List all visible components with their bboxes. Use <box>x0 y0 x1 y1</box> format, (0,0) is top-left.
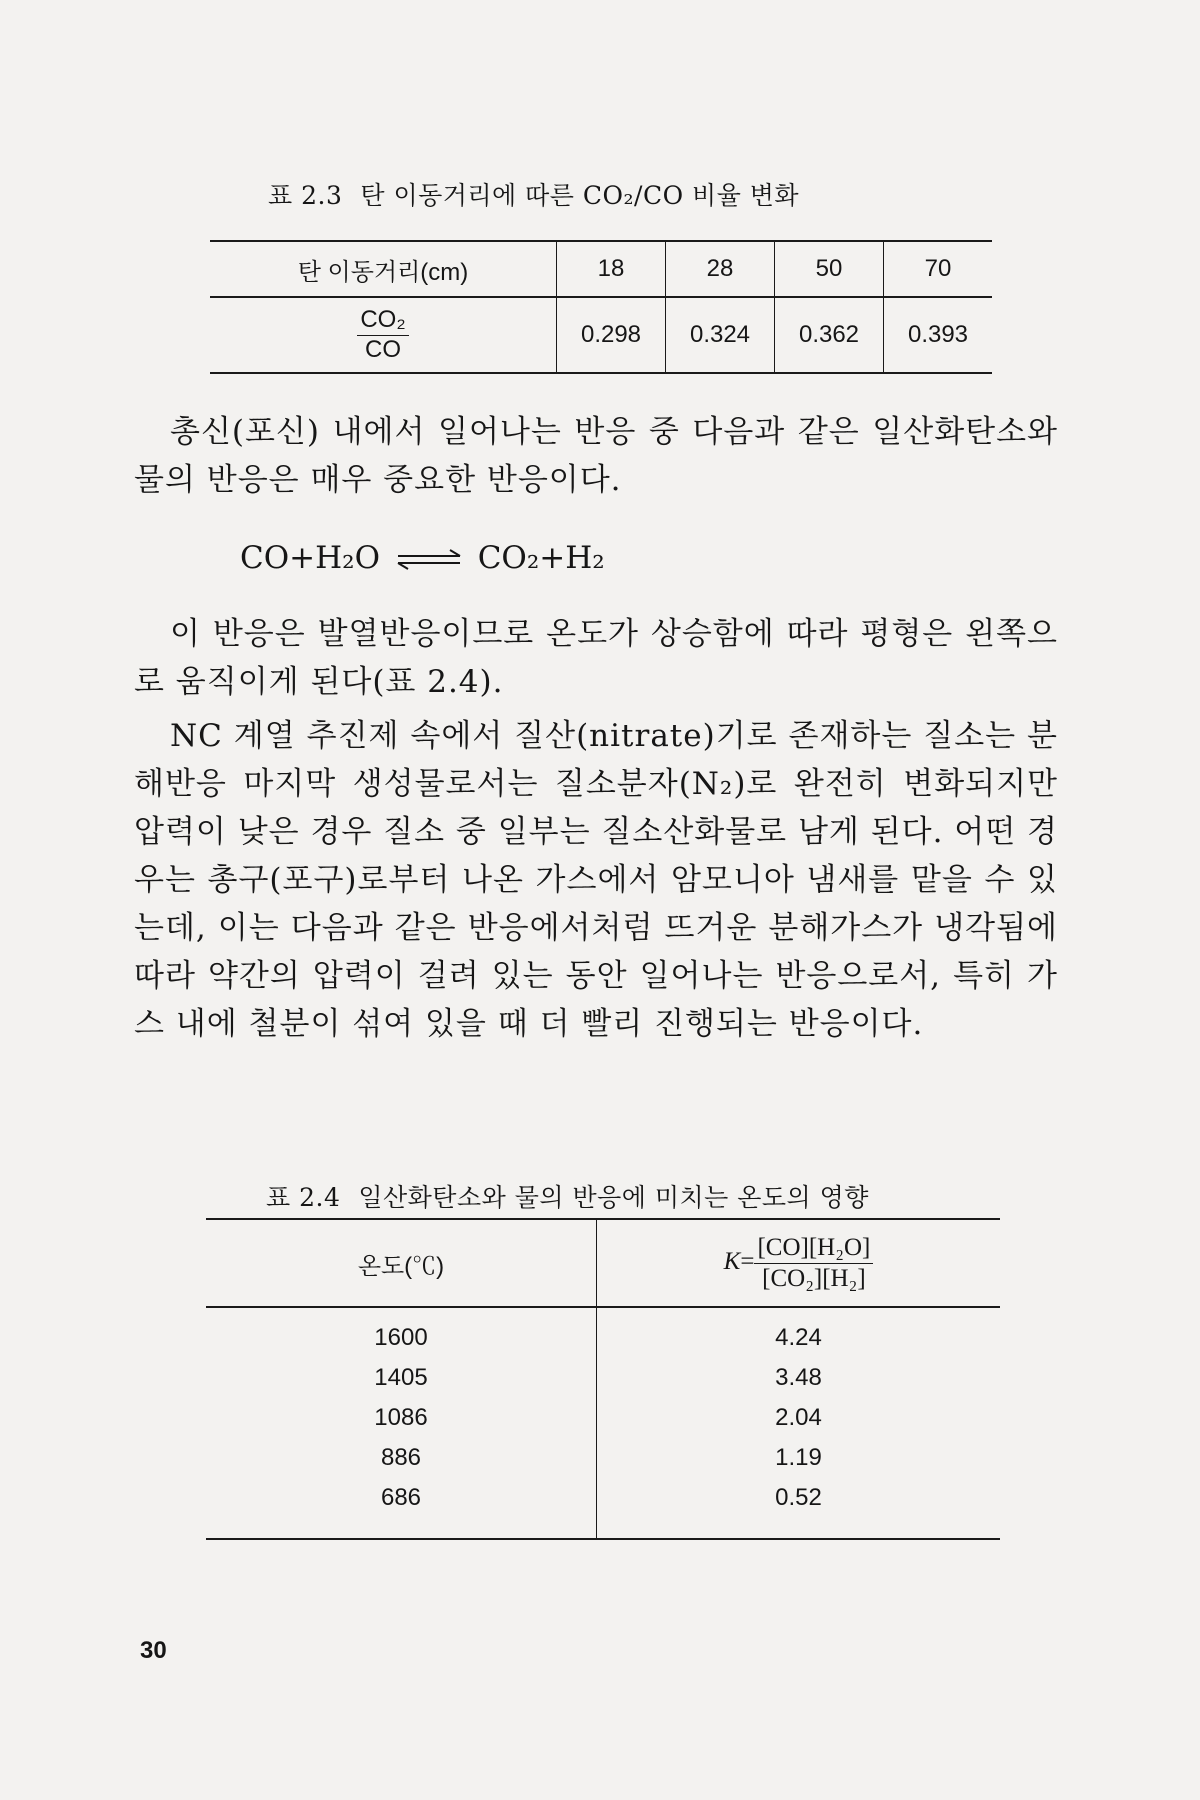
k-symbol: K <box>723 1247 741 1275</box>
ratio-cell: 0.362 <box>775 297 884 373</box>
temperature-cell: 1405 <box>206 1358 597 1398</box>
equation-right: CO₂+H₂ <box>477 540 605 576</box>
distance-cell: 70 <box>884 241 993 297</box>
temperature-cell: 1600 <box>206 1307 597 1358</box>
k-value-cell: 1.19 <box>775 1444 822 1471</box>
k-value-cell: 3.48 <box>775 1364 822 1391</box>
caption-number: 표 2.4 <box>266 1183 341 1212</box>
table-2-4-caption <box>266 1178 869 1214</box>
reaction-equation <box>240 540 605 578</box>
k-value-cell: 0.52 <box>775 1484 822 1511</box>
equation-left: CO+H₂O <box>240 540 380 576</box>
caption-text: 탄 이동거리에 따른 CO₂/CO 비율 변화 <box>360 181 800 210</box>
paragraph-nitrogen: NC 계열 추진제 속에서 질산(nitrate)기로 존재하는 질소는 분해반응 마지막 생성물로서는 질소분자(N₂)로 완전히 변화되지만 압력이 낮은 경우 질소 중 일부는 질소산화물로 남게 된다. 어떤 경우는 총구(포구)로부터 나온 가스에서 암모니아 냄새를 맡을 수 있는데, 이는 다음과 같은 반응에서처럼 뜨거운 분해가스가 냉각됨에 따라 약간의 압력이 걸려 있는 동안 일어나는 반응으로서, 특히 가스 내에 철분이 섞여 있을 때 더 빨리 진행되는 반응이다. <box>134 718 1058 1042</box>
temperature-header: 온도(℃) <box>206 1219 597 1307</box>
table-row <box>206 1398 1000 1438</box>
k-formula: K= $\frac{\text{[CO][H₂O]}}{\text{[CO₂][H₂]}}$ <box>724 1248 874 1275</box>
paragraph-reaction-intro: 총신(포신) 내에서 일어나는 반응 중 다음과 같은 일산화탄소와 물의 반응은 매우 중요한 반응이다. <box>134 414 1058 498</box>
ratio-cell: 0.298 <box>557 297 666 373</box>
k-denominator: [CO₂][H₂] <box>762 1264 866 1292</box>
ratio-cell: 0.393 <box>884 297 993 373</box>
distance-cell: 50 <box>775 241 884 297</box>
header-distance-label: 탄 이동거리(cm) <box>210 241 557 297</box>
table-2-4 <box>206 1218 1000 1540</box>
caption-number: 표 2.3 <box>268 181 343 210</box>
page-number: 30 <box>140 1637 167 1664</box>
fraction-numerator: CO₂ <box>357 307 408 335</box>
fraction-denominator: CO <box>364 335 401 363</box>
table-row <box>206 1307 1000 1358</box>
table-row <box>210 297 992 373</box>
caption-text: 일산화탄소와 물의 반응에 미치는 온도의 영향 <box>358 1183 869 1212</box>
table-row <box>206 1478 1000 1539</box>
temperature-cell: 886 <box>206 1438 597 1478</box>
k-formula-header <box>597 1219 1001 1307</box>
ratio-fraction <box>357 307 408 363</box>
k-value-cell: 4.24 <box>775 1324 822 1351</box>
distance-cell: 28 <box>666 241 775 297</box>
table-2-3-caption <box>268 176 799 212</box>
k-fraction <box>754 1234 873 1292</box>
table-2-3 <box>210 240 992 374</box>
equilibrium-arrow-icon <box>396 542 462 578</box>
table-row <box>206 1438 1000 1478</box>
ratio-label <box>210 297 557 373</box>
temperature-cell: 1086 <box>206 1398 597 1438</box>
temperature-cell: 686 <box>206 1478 597 1539</box>
k-value-cell: 2.04 <box>775 1404 822 1431</box>
table-row <box>206 1358 1000 1398</box>
table-header-row <box>206 1219 1000 1307</box>
ratio-cell: 0.324 <box>666 297 775 373</box>
table-row <box>210 241 992 297</box>
k-numerator: [CO][H₂O] <box>754 1234 873 1264</box>
paragraph-exothermic: 이 반응은 발열반응이므로 온도가 상승함에 따라 평형은 왼쪽으로 움직이게 된다(표 2.4). <box>134 616 1058 700</box>
distance-cell: 18 <box>557 241 666 297</box>
